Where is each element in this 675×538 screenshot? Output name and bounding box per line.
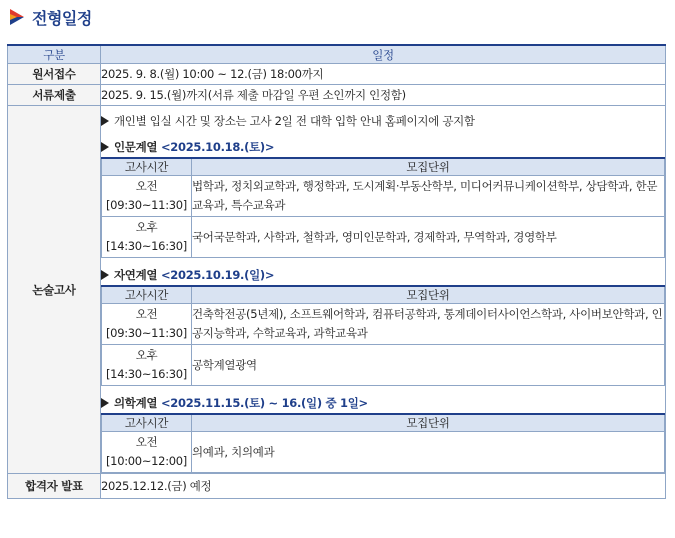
sub-header-time: 고사시간 (102, 414, 192, 432)
documents-label: 서류제출 (8, 85, 101, 106)
session-time: 오전 [09:30~11:30] (102, 176, 192, 217)
session-units: 의예과, 치의예과 (192, 432, 665, 473)
table-row (102, 304, 665, 345)
table-row (102, 345, 665, 386)
section-title (8, 6, 92, 28)
session-units: 법학과, 정치외교학과, 행정학과, 도시계획·부동산학부, 미디어커뮤니케이션학부, 상담학과, 한문교육과, 특수교육과 (192, 176, 665, 217)
schedule-table (7, 44, 666, 499)
table-row (102, 176, 665, 217)
session-units: 공학계열광역 (192, 345, 665, 386)
session-time: 오후 [14:30~16:30] (102, 345, 192, 386)
sub-header-time: 고사시간 (102, 158, 192, 176)
science-name: 자연계열 (114, 268, 158, 282)
table-row (102, 432, 665, 473)
humanities-table (101, 157, 665, 258)
session-units: 건축학전공(5년제), 소프트웨어학과, 컴퓨터공학과, 통계데이터사이언스학과, 사이버보안학과, 인공지능학과, 수학교육과, 과학교육과 (192, 304, 665, 345)
triangle-bullet-icon (101, 398, 109, 408)
sub-header-units: 모집단위 (192, 286, 665, 304)
medical-date: <2025.11.15.(토) ~ 16.(일) 중 1일> (160, 396, 368, 410)
row-announcement (8, 474, 666, 499)
sub-header-units: 모집단위 (192, 414, 665, 432)
session-time: 오후 [14:30~16:30] (102, 217, 192, 258)
row-documents (8, 85, 666, 106)
session-units: 국어국문학과, 사학과, 철학과, 영미인문학과, 경제학과, 무역학과, 경영학부 (192, 217, 665, 258)
medical-name: 의학계열 (114, 396, 158, 410)
science-table (101, 285, 665, 386)
medical-table (101, 413, 665, 473)
page-title: 전형일정 (32, 8, 92, 28)
essay-note-text: 개인별 입실 시간 및 장소는 고사 2일 전 대학 입학 안내 홈페이지에 공지함 (114, 114, 475, 128)
science-date: <2025.10.19.(일)> (160, 268, 275, 282)
essay-label: 논술고사 (8, 106, 101, 474)
announcement-value: 2025.12.12.(금) 예정 (101, 474, 666, 499)
triangle-bullet-icon (101, 270, 109, 280)
logo-icon (8, 8, 26, 26)
humanities-name: 인문계열 (114, 140, 158, 154)
humanities-date: <2025.10.18.(토)> (160, 140, 275, 154)
row-essay (8, 106, 666, 474)
row-application (8, 64, 666, 85)
essay-note (101, 112, 665, 130)
humanities-track (101, 138, 665, 156)
table-row (102, 217, 665, 258)
session-time: 오전 [10:00~12:00] (102, 432, 192, 473)
triangle-bullet-icon (101, 116, 109, 126)
science-track (101, 266, 665, 284)
triangle-bullet-icon (101, 142, 109, 152)
application-value: 2025. 9. 8.(월) 10:00 ~ 12.(금) 18:00까지 (101, 64, 666, 85)
documents-value: 2025. 9. 15.(월)까지(서류 제출 마감일 우편 소인까지 인정함) (101, 85, 666, 106)
application-label: 원서접수 (8, 64, 101, 85)
essay-details (101, 106, 666, 474)
session-time: 오전 [09:30~11:30] (102, 304, 192, 345)
header-category: 구분 (8, 45, 101, 64)
header-schedule: 일정 (101, 45, 666, 64)
medical-track (101, 394, 665, 412)
sub-header-time: 고사시간 (102, 286, 192, 304)
sub-header-units: 모집단위 (192, 158, 665, 176)
announcement-label: 합격자 발표 (8, 474, 101, 499)
